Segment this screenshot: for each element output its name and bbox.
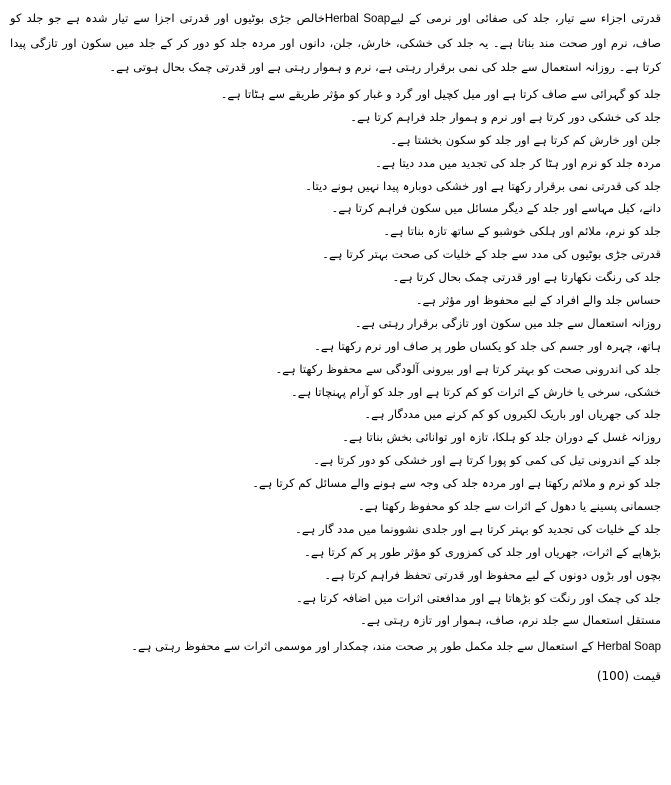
- benefit-item: روزانہ استعمال سے جلد میں سکون اور تازگی برقرار رہتی ہے۔: [354, 315, 661, 330]
- benefit-item: حساس جلد والے افراد کے لیے محفوظ اور مؤثر ہے۔: [415, 293, 661, 308]
- benefit-item: بچوں اور بڑوں دونوں کے لیے محفوظ اور قدرتی تحفظ فراہم کرتا ہے۔: [324, 567, 661, 582]
- benefit-item: جلد کی رنگت نکھارتا ہے اور قدرتی چمک بحال کرتا ہے۔: [392, 270, 661, 285]
- benefit-item: جلن اور خارش کم کرتا ہے اور جلد کو سکون بخشتا ہے۔: [390, 132, 661, 147]
- benefit-item: جلد کے اندرونی تیل کی کمی کو پورا کرتا ہے اور خشکی کو دور کرتا ہے۔: [313, 453, 661, 468]
- benefit-item: جلد کو نرم، ملائم اور ہلکی خوشبو کے ساتھ تازہ بناتا ہے۔: [383, 224, 661, 239]
- benefit-item: دانے، کیل مہاسے اور جلد کے دیگر مسائل میں سکون فراہم کرتا ہے۔: [331, 201, 661, 216]
- benefit-item: جلد کو گہرائی سے صاف کرتا ہے اور میل کچیل اور گرد و غبار کو مؤثر طریقے سے ہٹاتا ہے۔: [220, 87, 661, 101]
- benefit-item: جلد کے خلیات کی تجدید کو بہتر کرتا ہے اور جلدی نشوونما میں مدد گار ہے۔: [295, 521, 661, 536]
- benefit-item: خشکی، سرخی یا خارش کے اثرات کو کم کرتا ہے اور جلد کو آرام پہنچاتا ہے۔: [291, 384, 661, 399]
- benefit-item: جلد کی جھریاں اور باریک لکیروں کو کم کرنے میں مددگار ہے۔: [364, 407, 661, 422]
- brand-name: Herbal Soap: [324, 13, 391, 25]
- price-label: قیمت (100): [596, 669, 661, 684]
- benefit-item: روزانہ غسل کے دوران جلد کو ہلکا، تازہ اور توانائی بخش بناتا ہے۔: [342, 430, 661, 445]
- benefit-item: مستقل استعمال سے جلد نرم، صاف، ہموار اور تازہ رہتی ہے۔: [360, 613, 661, 628]
- closing-line: [10, 634, 661, 659]
- benefits-list: [10, 83, 661, 632]
- benefit-item: جلد کی قدرتی نمی برقرار رکھتا ہے اور خشکی دوبارہ پیدا نہیں ہونے دیتا۔: [305, 178, 661, 193]
- benefit-item: جلد کی خشکی دور کرتا ہے اور نرم و ہموار جلد فراہم کرتا ہے۔: [350, 109, 661, 124]
- benefit-item: قدرتی جڑی بوٹیوں کی مدد سے جلد کے خلیات کی صحت بہتر کرتا ہے۔: [322, 247, 661, 262]
- brand-name-closing: Herbal Soap: [597, 641, 661, 654]
- benefit-item: ہاتھ، چہرہ اور جسم کی جلد کو یکساں طور پر صاف اور نرم رکھتا ہے۔: [314, 338, 661, 353]
- benefit-item: جلد کی چمک اور رنگت کو بڑھاتا ہے اور مدافعتی اثرات میں اضافہ کرتا ہے۔: [295, 590, 661, 605]
- intro-paragraph: [10, 6, 661, 79]
- intro-lead-text: قدرتی اجزاء سے تیار، جلد کی صفائی اور نرمی کے لیے: [390, 11, 661, 25]
- benefit-item: جسمانی پسینے یا دھول کے اثرات سے جلد کو محفوظ رکھتا ہے۔: [357, 499, 661, 514]
- closing-text: کے استعمال سے جلد مکمل طور پر صحت مند، چمکدار اور موسمی اثرات سے محفوظ رہتی ہے۔: [131, 639, 594, 654]
- benefit-item: مردہ جلد کو نرم اور ہٹا کر جلد کی تجدید میں مدد دیتا ہے۔: [375, 155, 661, 170]
- benefit-item: جلد کو نرم و ملائم رکھتا ہے اور مردہ جلد کی وجہ سے ہونے والے مسائل کم کرتا ہے۔: [252, 476, 661, 491]
- intro-body-text: خالص جڑی بوٹیوں اور قدرتی اجزا سے تیار شدہ ہے جو جلد کو صاف، نرم اور صحت مند بناتا ہے۔ یہ جلد کی خشکی، خارش، جلن، دانوں اور مردہ جلد کو دور کر کے جلد میں سکون اور تازگی پیدا کرتا ہے۔ روزانہ استعمال سے جلد کی نمی برقرار رہتی ہے، نرم و ہموار رہتی ہے اور قدرتی چمک بحال ہوتی ہے۔: [10, 11, 661, 74]
- benefit-item: جلد کی اندرونی صحت کو بہتر کرتا ہے اور بیرونی آلودگی سے محفوظ رکھتا ہے۔: [275, 361, 661, 376]
- benefit-item: بڑھاپے کے اثرات، جھریاں اور جلد کی کمزوری کو مؤثر طور پر کم کرتا ہے۔: [304, 544, 661, 559]
